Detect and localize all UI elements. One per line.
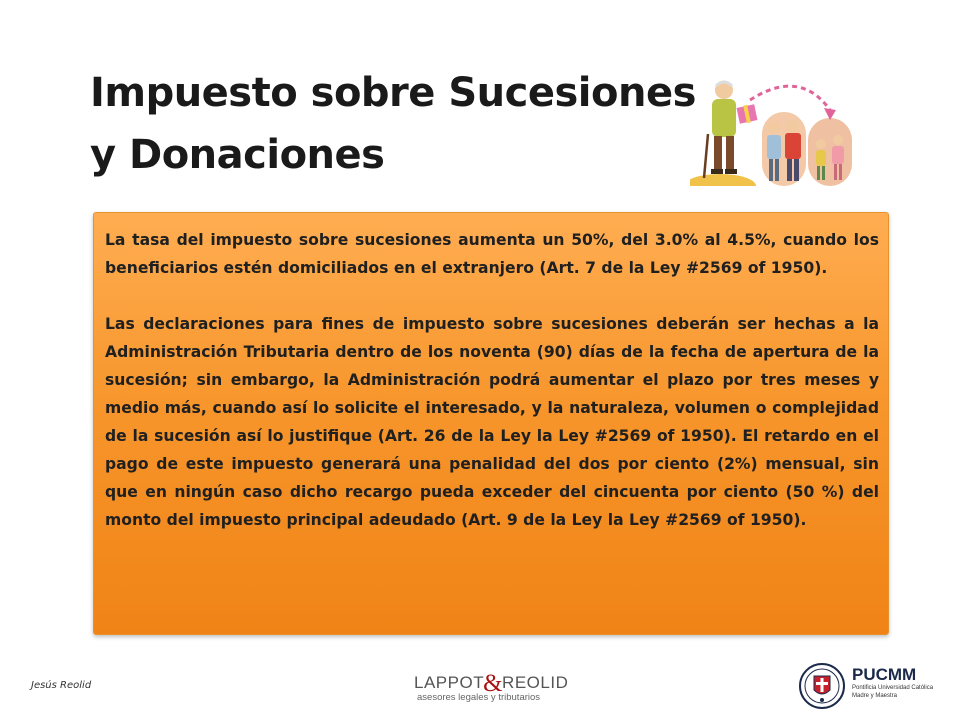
pucmm-seal-icon — [798, 662, 846, 710]
logo-right-word: REOLID — [502, 673, 569, 692]
gift-box-icon — [737, 104, 758, 123]
paragraph-declarations: Las declaraciones para fines de impuesto sobre sucesiones deberán ser hechas a la Administración Tributaria dentro de los noventa (90) días de la fecha de apertura de la sucesión; sin embargo, la Administración podrá aumentar el plazo por tres meses y medio más, cuando así lo solicite el interesado, y la naturaleza, volumen o complejidad de la sucesión así lo justifique (Art. 26 de la Ley la Ley #2569 of 1950). El retardo en el pago de este impuesto generará una penalidad del dos por ciento (2%) mensual, sin que en ningún caso dicho recargo pueda exceder del cincuenta por ciento (50 %) del monto del impuesto principal adeudado (Art. 9 de la Ley la Ley #2569 of 1950). — [105, 315, 879, 529]
title-line-1: Impuesto sobre Sucesiones — [90, 70, 696, 116]
title-line-2: y Donaciones — [90, 132, 385, 178]
family-inheritance-illustration — [690, 74, 868, 186]
logo-tagline: asesores legales y tributarios — [417, 692, 541, 703]
grandfather-figure — [704, 81, 737, 178]
paragraph-tax-rate: La tasa del impuesto sobre sucesiones aumenta un 50%, del 3.0% al 4.5%, cuando los beneficiarios estén domiciliados en el extranjero (Art. 7 de la Ley #2569 of 1950). — [105, 231, 879, 277]
logo-ampersand: & — [483, 670, 504, 697]
content-box — [93, 212, 889, 635]
lappot-reolid-logo — [414, 662, 569, 710]
pucmm-logo — [798, 662, 938, 712]
logo-left-word: LAPPOT — [414, 673, 485, 692]
slide-title — [90, 62, 710, 186]
author-name: Jesús Reolid — [31, 680, 92, 691]
pucmm-name: PUCMM — [852, 665, 917, 684]
pucmm-subtitle: Pontificia Universidad Católica Madre y Maestra — [852, 685, 934, 699]
